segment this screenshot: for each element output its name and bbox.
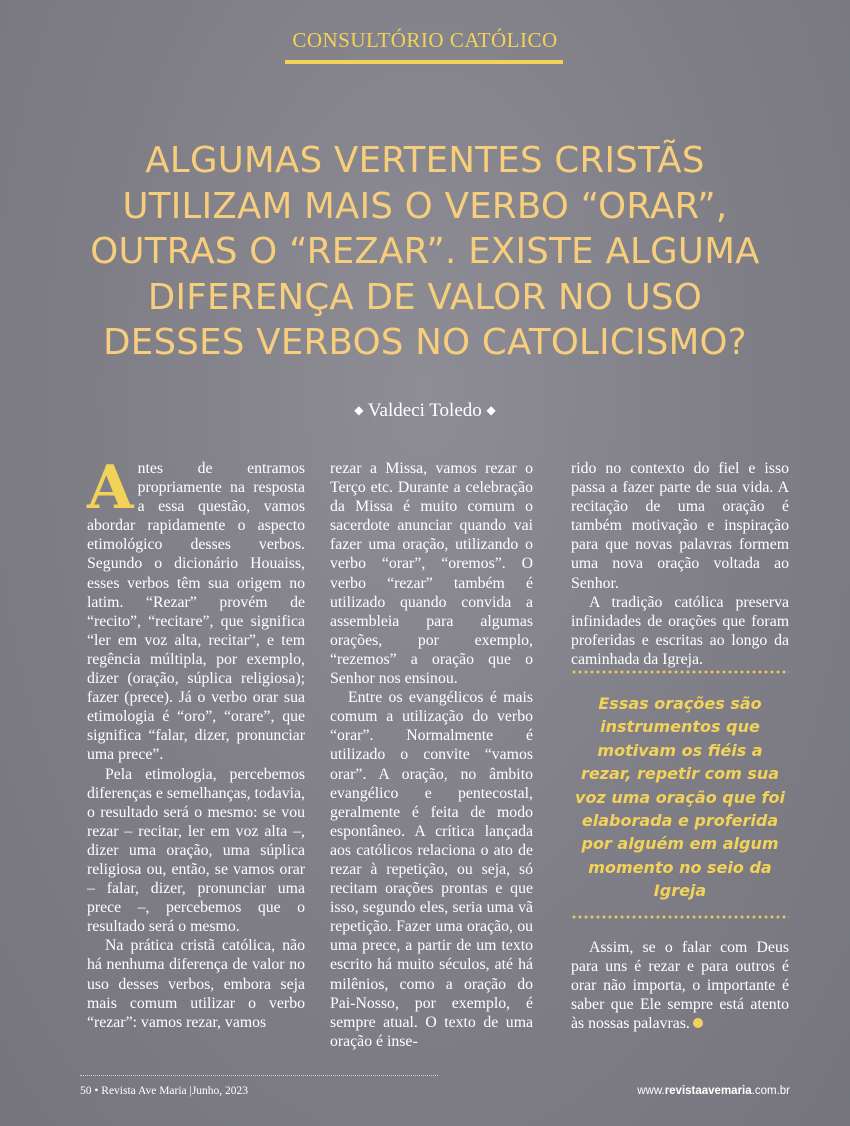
article-column-1 (87, 453, 305, 1032)
diamond-icon: ◆ (354, 403, 364, 417)
paragraph-text: ntes de entramos propriamente na resposta a essa questão, vamos abordar rapidamente o aspecto etimológico desses verbos. Segundo o dicionário Houaiss, esses verbos têm sua origem no latim. “Rezar” provém de “recito”, “recitare”, que significa “ler em voz alta, recitar”, e tem regência múltipla, por exemplo, dizer (oração, súplica religiosa); fazer (prece). Já o verbo orar sua etimologia é “oro”, “orare”, que significa “falar, dizer, pronunciar uma prece”. (87, 460, 305, 764)
paragraph: rido no contexto do fiel e isso passa a fazer parte de sua vida. A recitação de uma oração é também motivação e inspiração para que novas palavras formem uma nova oração voltada ao Senhor. (571, 460, 789, 592)
article-column-2 (330, 459, 533, 1051)
section-label: CONSULTÓRIO CATÓLICO (292, 28, 558, 52)
byline (0, 400, 850, 422)
paragraph: A tradição católica preserva infinidades de orações que foram proferidas e escritas ao longo da caminhada da Igreja. (571, 593, 789, 668)
url-suffix: .com.br (751, 1085, 790, 1097)
diamond-icon: ◆ (486, 403, 496, 417)
end-mark-icon (693, 1018, 703, 1028)
url-prefix: www. (637, 1085, 665, 1097)
article-closing (571, 938, 789, 1033)
headline-line: DESSES VERBOS NO CATOLICISMO? (103, 322, 747, 363)
page-folio: 50 • Revista Ave Maria |Junho, 2023 (80, 1085, 249, 1097)
paragraph-text: Assim, se o falar com Deus para uns é rezar e para outros é orar não importa, o importante é saber que Ele sempre está atento às nossas palavras. (571, 939, 789, 1033)
headline-line: UTILIZAM MAIS O VERBO “ORAR”, (122, 185, 728, 227)
pullquote-bottom-border (571, 914, 789, 920)
section-underline (285, 60, 563, 64)
article-headline (60, 138, 790, 366)
url-domain: revistaavemaria (664, 1085, 752, 1097)
paragraph: Pela etimologia, percebemos diferenças e semelhanças, todavia, o resultado será o mesmo: se vou rezar – recitar, ler em voz alta –, dizer uma oração, uma súplica religiosa ou, então, se vamos orar – falar, dizer, pronunciar uma prece –, percebemos que o resultado será o mesmo. (87, 765, 305, 936)
website-link[interactable] (637, 1085, 790, 1097)
paragraph (87, 453, 305, 765)
paragraph: Na prática cristã católica, não há nenhuma diferença de valor no uso desses verbos, embora seja mais comum utilizar o verbo “rezar”: vamos rezar, vamos (87, 937, 305, 1031)
pullquote-top-border (571, 669, 789, 675)
article-column-3 (571, 459, 789, 669)
headline-line: ALGUMAS VERTENTES CRISTÃS (145, 140, 705, 181)
author-name: Valdeci Toledo (367, 400, 482, 421)
drop-cap: A (87, 453, 134, 523)
footer-rule (80, 1075, 438, 1076)
pull-quote: Essas orações são instrumentos que motivam os fiéis a rezar, repetir com sua voz uma oração que foi elaborada e proferida por alguém em algum momento no seio da Igreja (575, 694, 785, 901)
paragraph: Entre os evangélicos é mais comum a utilização do verbo “orar”. Normalmente é utilizado o convite “vamos orar”. A oração, no âmbito evangélico e pentecostal, geralmente é feita de modo espontâneo. A crítica lançada aos católicos relaciona o ato de rezar à repetição, ou seja, só recitam orações prontas e que isso, segundo eles, seria uma vã repetição. Fazer uma oração, ou uma prece, a partir de um texto escrito há muito séculos, até há milênios, como a oração do Pai-Nosso, por exemplo, é sempre atual. O texto de uma oração é inse- (330, 689, 533, 1050)
headline-line: DIFERENÇA DE VALOR NO USO (147, 276, 703, 318)
paragraph (571, 938, 789, 1033)
headline-line: OUTRAS O “REZAR”. EXISTE ALGUMA (90, 231, 760, 272)
paragraph: rezar a Missa, vamos rezar o Terço etc. Durante a celebração da Missa é muito comum o sacerdote anunciar quando vai fazer uma oração, utilizando o verbo “orar”, “oremos”. O verbo “rezar” também é utilizado quando convida a assembleia para algumas orações, por exemplo, “rezemos” a oração que o Senhor nos ensinou. (330, 460, 533, 688)
